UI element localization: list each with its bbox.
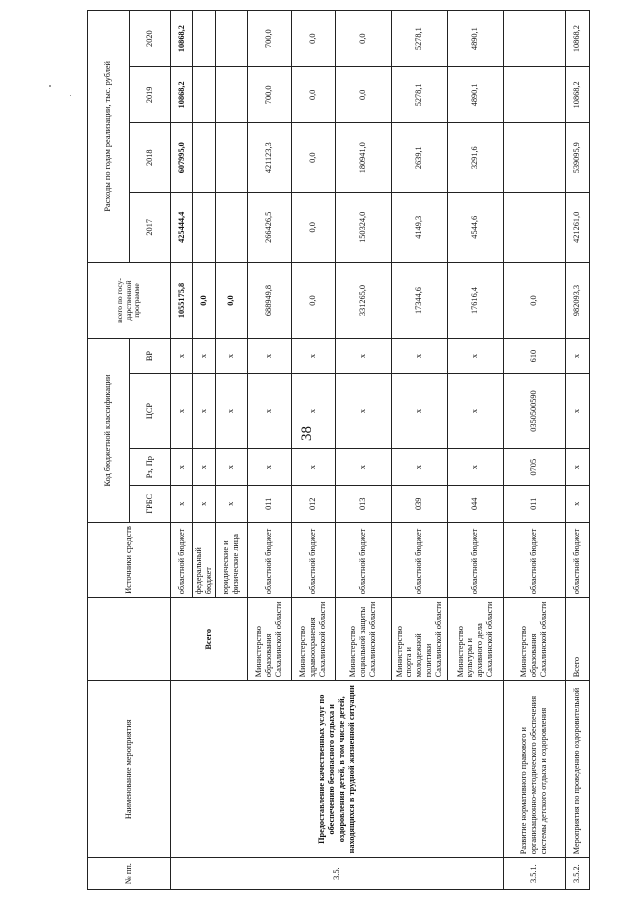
y2018-cell: 0,0 xyxy=(291,123,335,193)
grbs-cell: 012 xyxy=(291,485,335,522)
item-number: 3.5.1. xyxy=(503,858,565,890)
y2019-cell: 10868,2 xyxy=(171,67,193,123)
header-2017: 2017 xyxy=(129,193,171,263)
y2019-cell xyxy=(215,67,247,123)
executor-cell: Министерство образования Сахалинской области xyxy=(247,598,291,681)
total-cell: 331265,0 xyxy=(335,262,391,339)
vr-cell: х xyxy=(447,339,503,373)
y2017-cell: 421261,0 xyxy=(565,193,589,263)
header-csr: ЦСР xyxy=(129,373,171,449)
total-cell: 982093,3 xyxy=(565,262,589,339)
source-cell: областной бюджет xyxy=(247,522,291,598)
csr-cell: х xyxy=(171,373,193,449)
y2018-cell: 607995,0 xyxy=(171,123,193,193)
grbs-cell: 039 xyxy=(391,485,447,522)
source-cell: областной бюджет xyxy=(565,522,589,598)
y2017-cell: 266426,5 xyxy=(247,193,291,263)
vr-cell: х xyxy=(391,339,447,373)
header-name: Наименование мероприятия xyxy=(88,681,171,858)
y2020-cell: 0,0 xyxy=(291,11,335,67)
y2020-cell xyxy=(215,11,247,67)
header-executor xyxy=(88,598,171,681)
rzpr-cell: х xyxy=(391,449,447,486)
y2019-cell: 0,0 xyxy=(335,67,391,123)
total-cell: 0,0 xyxy=(291,262,335,339)
rzpr-cell: х xyxy=(193,449,216,486)
header-row-1 xyxy=(88,11,130,890)
grbs-cell: 013 xyxy=(335,485,391,522)
source-cell: областной бюджет xyxy=(171,522,193,598)
total-cell: 1055175,8 xyxy=(171,262,193,339)
csr-cell: х xyxy=(391,373,447,449)
rotated-budget-table xyxy=(87,10,612,890)
y2019-cell xyxy=(503,67,565,123)
y2020-cell: 700,0 xyxy=(247,11,291,67)
csr-cell: х xyxy=(291,373,335,449)
header-2019: 2019 xyxy=(129,67,171,123)
rzpr-cell: х xyxy=(215,449,247,486)
header-grbs: ГРБС xyxy=(129,485,171,522)
header-2020: 2020 xyxy=(129,11,171,67)
y2018-cell xyxy=(215,123,247,193)
y2020-cell: 5278,1 xyxy=(391,11,447,67)
y2020-cell xyxy=(193,11,216,67)
total-cell: 0,0 xyxy=(503,262,565,339)
y2020-cell xyxy=(503,11,565,67)
source-cell: федеральный бюджет xyxy=(193,522,216,598)
y2017-cell: 4149,3 xyxy=(391,193,447,263)
total-cell: 688949,8 xyxy=(247,262,291,339)
rzpr-cell: х xyxy=(335,449,391,486)
y2018-cell: 180941,0 xyxy=(335,123,391,193)
y2019-cell xyxy=(193,67,216,123)
section-name: Предоставление качественных услуг по обеспечению безопасного отдыха и оздоровления детей, в том числе детей, находящихся в трудной жизненной ситуации xyxy=(171,681,504,858)
grbs-cell: х xyxy=(215,485,247,522)
vr-cell: х xyxy=(193,339,216,373)
executor-cell: Министерство спорта и молодежной политики Сахалинской области xyxy=(391,598,447,681)
executor-cell: Всего xyxy=(565,598,589,681)
y2017-cell: 0,0 xyxy=(291,193,335,263)
rzpr-cell: х xyxy=(291,449,335,486)
csr-cell: х xyxy=(215,373,247,449)
table-row xyxy=(171,11,193,890)
y2019-cell: 0,0 xyxy=(291,67,335,123)
y2019-cell: 700,0 xyxy=(247,67,291,123)
rzpr-cell: х xyxy=(447,449,503,486)
grbs-cell: х xyxy=(171,485,193,522)
header-total: всего по госу-дарственной программе xyxy=(88,262,171,339)
csr-cell: х xyxy=(247,373,291,449)
item-name: Развитие нормативного правового и организационно-методического обеспечения системы детского отдыха и оздоровления xyxy=(503,681,565,858)
source-cell: областной бюджет xyxy=(503,522,565,598)
header-source: Источники средств xyxy=(88,522,171,598)
y2018-cell: 421123,3 xyxy=(247,123,291,193)
section-number: 3.5. xyxy=(171,858,504,890)
y2018-cell: 539095,9 xyxy=(565,123,589,193)
y2020-cell: 0,0 xyxy=(335,11,391,67)
y2017-cell xyxy=(215,193,247,263)
budget-table xyxy=(87,10,590,890)
source-cell: областной бюджет xyxy=(291,522,335,598)
y2018-cell: 2639,1 xyxy=(391,123,447,193)
table-row xyxy=(503,11,565,890)
csr-cell: х xyxy=(193,373,216,449)
y2018-cell xyxy=(193,123,216,193)
table-row xyxy=(565,11,589,890)
y2018-cell: 3291,6 xyxy=(447,123,503,193)
total-cell: 0,0 xyxy=(215,262,247,339)
vr-cell: 610 xyxy=(503,339,565,373)
y2017-cell: 4544,6 xyxy=(447,193,503,263)
grbs-cell: 011 xyxy=(503,485,565,522)
grbs-cell: х xyxy=(193,485,216,522)
vr-cell: х xyxy=(215,339,247,373)
header-2018: 2018 xyxy=(129,123,171,193)
rzpr-cell: х xyxy=(565,449,589,486)
total-cell: 17344,6 xyxy=(391,262,447,339)
csr-cell: х xyxy=(565,373,589,449)
total-cell: 0,0 xyxy=(193,262,216,339)
csr-cell: х xyxy=(335,373,391,449)
csr-cell: х xyxy=(447,373,503,449)
item-name: Мероприятия по проведению оздоровительной xyxy=(565,681,589,858)
source-cell: областной бюджет xyxy=(391,522,447,598)
vr-cell: х xyxy=(171,339,193,373)
executor-cell: Министерство культуры и архивного дела Сахалинской области xyxy=(447,598,503,681)
vr-cell: х xyxy=(565,339,589,373)
csr-cell: 0350500590 xyxy=(503,373,565,449)
source-cell: юридические и физические лица xyxy=(215,522,247,598)
header-num: № пп. xyxy=(88,858,171,890)
grbs-cell: х xyxy=(565,485,589,522)
vr-cell: х xyxy=(335,339,391,373)
section-total-label: Всего xyxy=(171,598,248,681)
vr-cell: х xyxy=(291,339,335,373)
executor-cell: Министерство образования Сахалинской области xyxy=(503,598,565,681)
y2020-cell: 10868,2 xyxy=(565,11,589,67)
item-number: 3.5.2. xyxy=(565,858,589,890)
header-codes: Код бюджетной классификации xyxy=(88,339,130,522)
executor-cell: Министерство социальной защиты Сахалинской области xyxy=(335,598,391,681)
total-cell: 17616,4 xyxy=(447,262,503,339)
source-cell: областной бюджет xyxy=(335,522,391,598)
grbs-cell: 044 xyxy=(447,485,503,522)
scan-speck xyxy=(49,85,51,87)
y2017-cell xyxy=(193,193,216,263)
header-years: Расходы по годам реализации, тыс. рублей xyxy=(88,11,130,263)
page-number: 38 xyxy=(299,426,315,441)
y2020-cell: 4890,1 xyxy=(447,11,503,67)
source-cell: областной бюджет xyxy=(447,522,503,598)
y2017-cell: 425444,4 xyxy=(171,193,193,263)
rzpr-cell: 0705 xyxy=(503,449,565,486)
header-vr: ВР xyxy=(129,339,171,373)
executor-cell: Министерство здравоохранения Сахалинской области xyxy=(291,598,335,681)
y2020-cell: 10868,2 xyxy=(171,11,193,67)
rzpr-cell: х xyxy=(171,449,193,486)
header-rzpr: Рз, Пр xyxy=(129,449,171,486)
y2018-cell xyxy=(503,123,565,193)
scan-speck xyxy=(70,95,71,96)
y2017-cell: 150324,0 xyxy=(335,193,391,263)
y2019-cell: 4890,1 xyxy=(447,67,503,123)
y2019-cell: 10868,2 xyxy=(565,67,589,123)
y2017-cell xyxy=(503,193,565,263)
grbs-cell: 011 xyxy=(247,485,291,522)
rzpr-cell: х xyxy=(247,449,291,486)
y2019-cell: 5278,1 xyxy=(391,67,447,123)
vr-cell: х xyxy=(247,339,291,373)
